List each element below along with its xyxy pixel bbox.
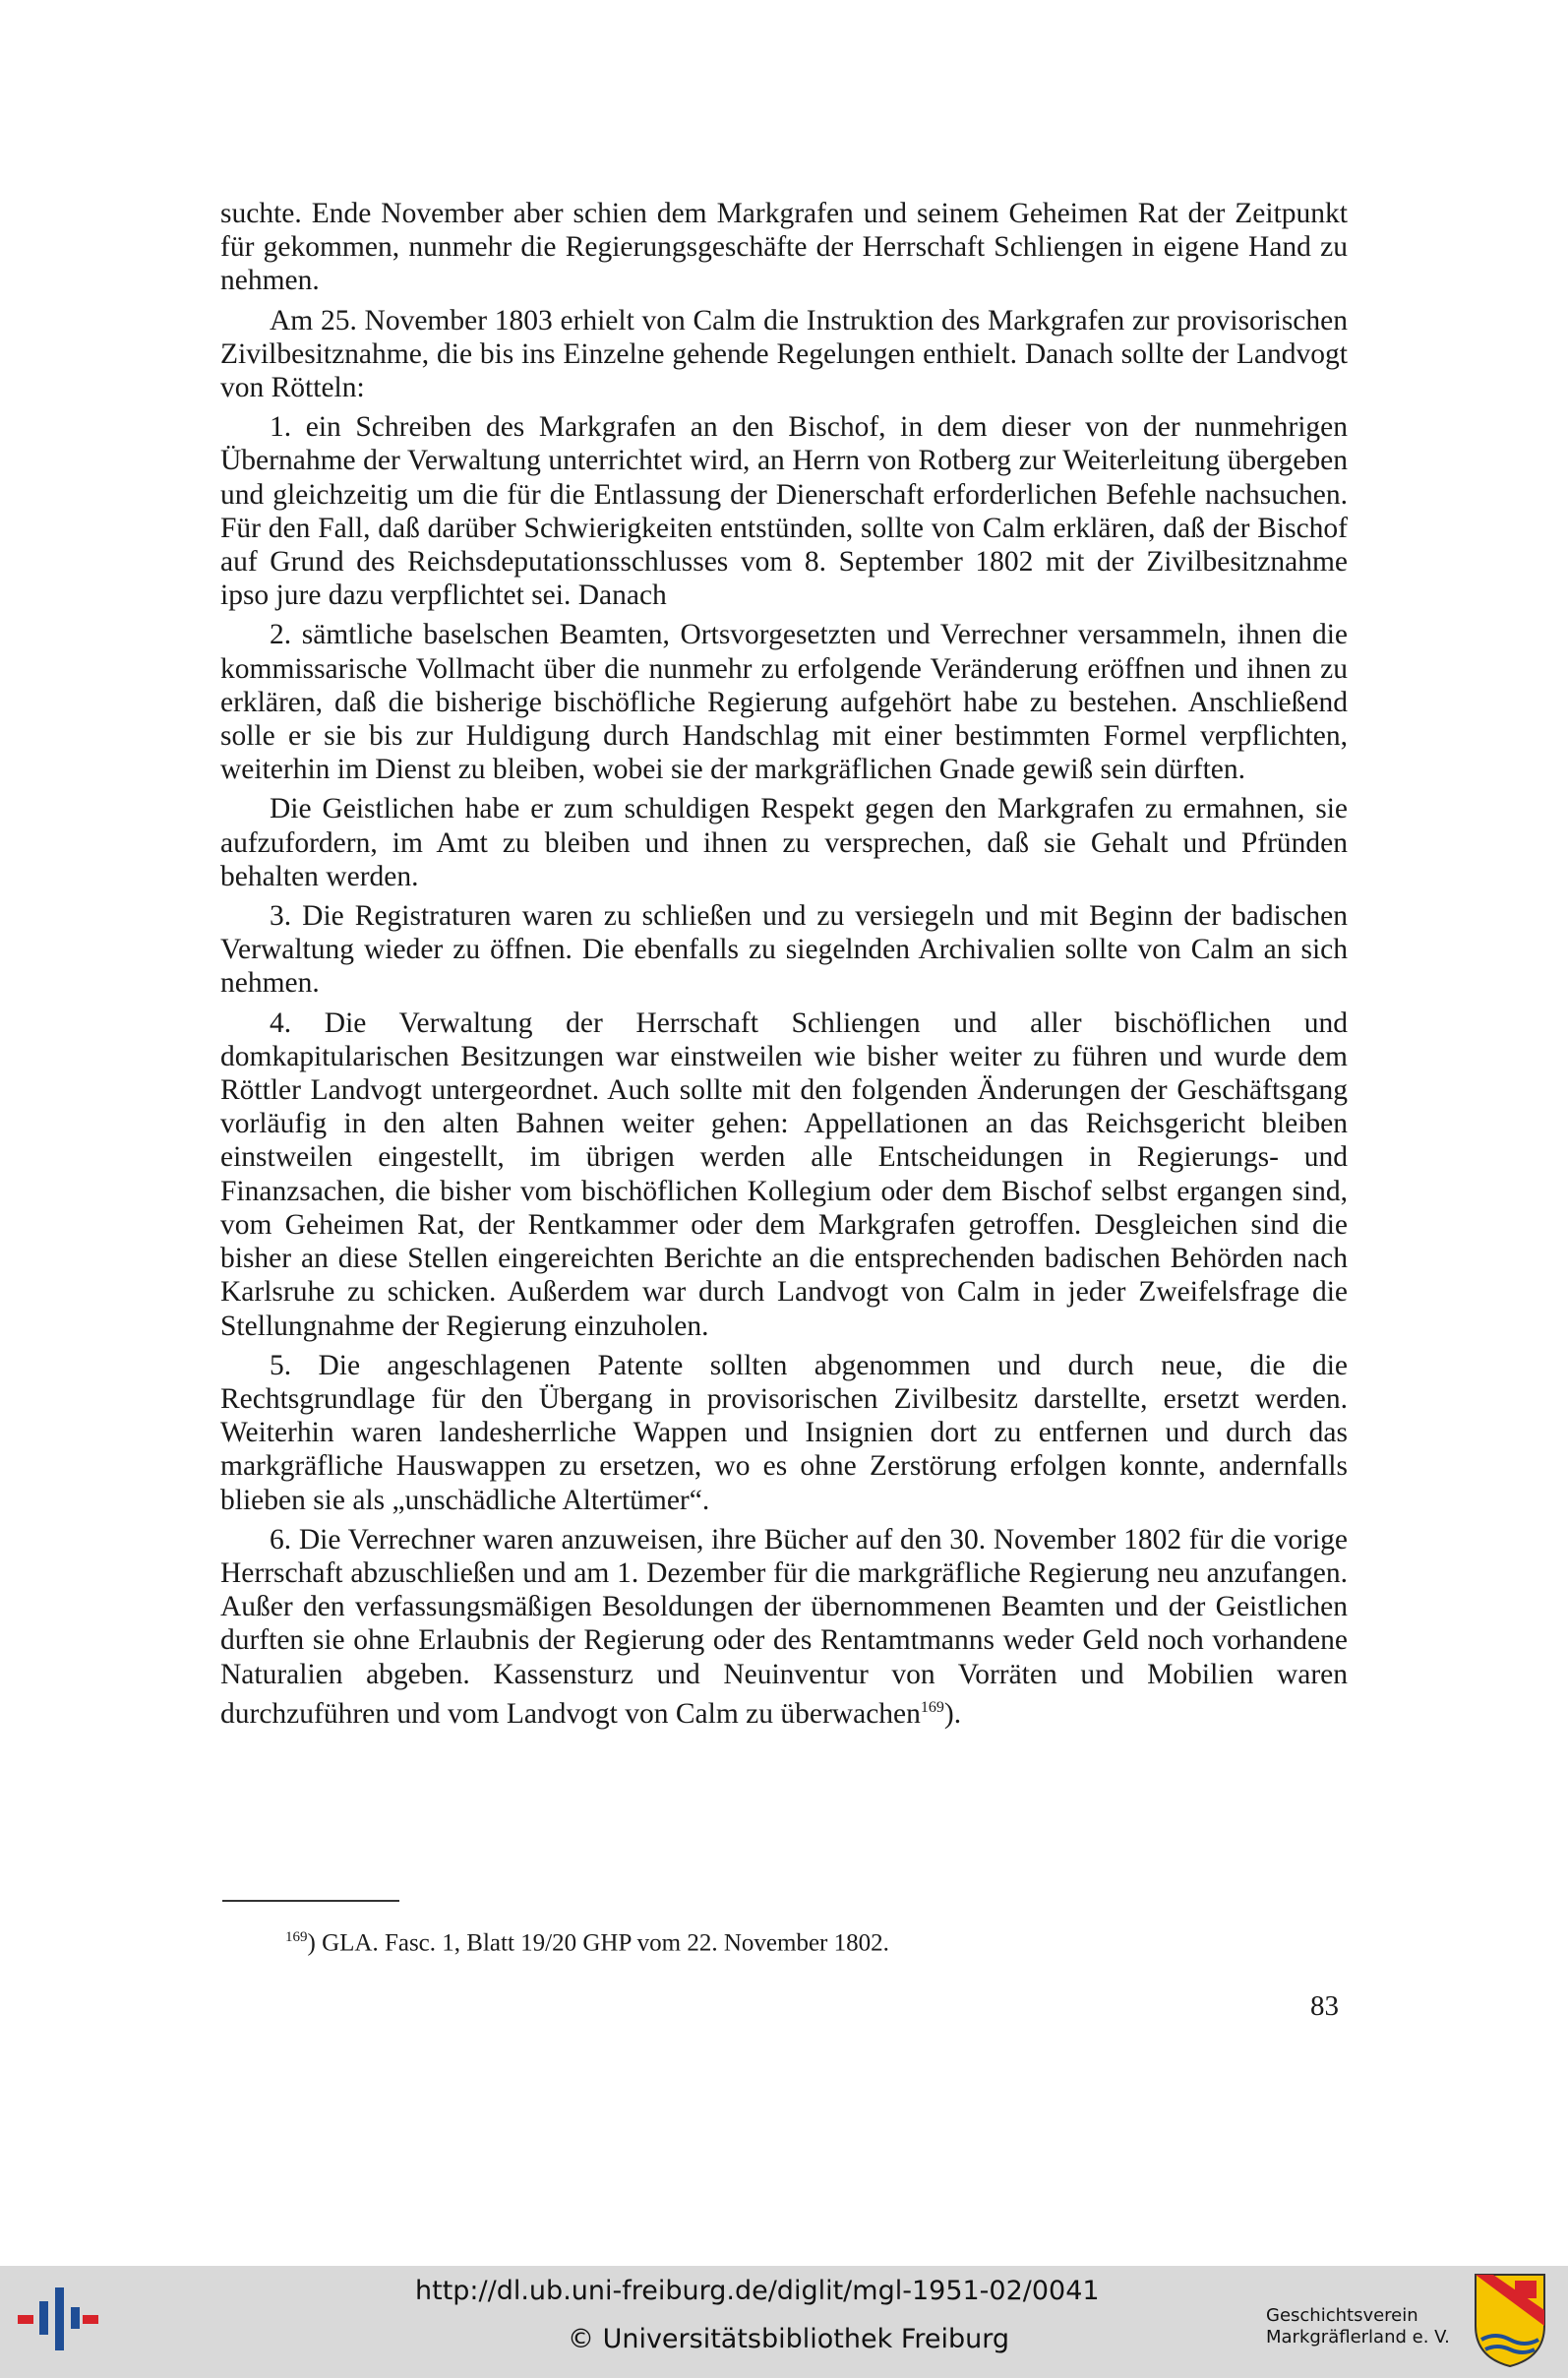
- publisher-name: [1266, 2305, 1453, 2348]
- copyright-notice: © Universitätsbibliothek Freiburg: [568, 2324, 1010, 2354]
- paragraph: Die Geistlichen habe er zum schuldigen Respekt gegen den Markgrafen zu ermahnen, sie aufzufordern, im Amt zu bleiben und ihnen zu versprechen, daß sie Gehalt und Pfründen behalten werden.: [220, 793, 1348, 892]
- paragraph: 2. sämtliche baselschen Beamten, Ortsvorgesetzten und Verrechner versammeln, ihnen die kommissarische Vollmacht über die nunmehr zu erfolgende Veränderung eröffnen und ihnen zu erklären, daß die bisherige bischöfliche Regierung aufgehört habe zu bestehen. Anschließend solle er sie bis zur Huldigung durch Handschlag mit einer bestimmten Formel verpflichten, weiterhin im Dienst zu bleiben, wobei sie der markgräflichen Gnade gewiß sein dürften.: [220, 619, 1348, 786]
- paragraph-with-footnote: [220, 1523, 1348, 1731]
- paragraph-text: 6. Die Verrechner waren anzuweisen, ihre Bücher auf den 30. November 1802 für die vorige Herrschaft abzuschließen und am 1. Dezember für die markgräfliche Regierung neu anzufangen. Außer den verfassungsmäßigen Besoldungen der übernommenen Beamten und der Geistlichen durften sie ohne Erlaubnis der Regierung oder des Rentamtmanns weder Geld noch vorhandene Naturalien abgeben. Kassensturz und Neuinventur von Vorräten und Mobilien waren durchzuführen und vom Landvogt von Calm zu überwachen: [220, 1523, 1348, 1730]
- paragraph: 5. Die angeschlagenen Patente sollten abgenommen und durch neue, die die Rechtsgrundlage für den Übergang in provisorischen Zivilbesitz darstellte, ersetzt werden. Weiterhin waren landesherrliche Wappen und Insignien dort zu entfernen und durch das markgräfliche Hauswappen zu ersetzen, wo es ohne Zerstörung erfolgen konnte, andernfalls blieben sie als „unschädliche Altertümer“.: [220, 1349, 1348, 1516]
- publisher-line-2: Markgräflerland e. V.: [1266, 2327, 1450, 2348]
- page-body: [220, 197, 1348, 1737]
- footnote-reference: 169: [920, 1698, 944, 1716]
- paragraph: Am 25. November 1803 erhielt von Calm die Instruktion des Markgrafen zur provisorischen Zivilbesitznahme, die bis ins Einzelne gehende Regelungen enthielt. Danach sollte der Landvogt von Rötteln:: [220, 304, 1348, 404]
- paragraph: 4. Die Verwaltung der Herrschaft Schliengen und aller bischöflichen und domkapitularischen Besitzungen war einstweilen wie bisher weiter zu führen und wurde dem Röttler Landvogt untergeordnet. Auch sollte mit den folgenden Änderungen der Geschäftsgang vorläufig in den alten Bahnen weiter gehen: Appellationen an das Reichsgericht bleiben einstweilen eingestellt, im übrigen werden alle Entscheidungen in Regierungs- und Finanzsachen, die bisher vom bischöflichen Kollegium oder dem Bischof selbst ergangen sind, vom Geheimen Rat, der Rentkammer oder dem Markgrafen getroffen. Desgleichen sind die bisher an diese Stellen eingereichten Berichte an die entsprechenden badischen Behörden nach Karlsruhe zu schicken. Außerdem war durch Landvogt von Calm in jeder Zweifelsfrage die Stellungnahme der Regierung einzuholen.: [220, 1006, 1348, 1342]
- paragraph: 1. ein Schreiben des Markgrafen an den Bischof, in dem dieser von der nunmehrigen Übernahme der Verwaltung unterrichtet wird, an Herrn von Rotberg zur Weiterleitung übergeben und gleichzeitig um die für die Entlassung der Dienerschaft erforderlichen Befehle nachsuchen. Für den Fall, daß darüber Schwierigkeiten entstünden, sollte von Calm erklären, daß der Bischof auf Grund des Reichsdeputationsschlusses vom 8. September 1802 mit der Zivilbesitznahme ipso jure dazu verpflichtet sei. Danach: [220, 411, 1348, 612]
- paragraph-end: ).: [943, 1697, 962, 1730]
- footnote-divider: [222, 1900, 399, 1902]
- paragraph: suchte. Ende November aber schien dem Markgrafen und seinem Geheimen Rat der Zeitpunkt für gekommen, nunmehr die Regierungsgeschäfte der Herrschaft Schliengen in eigene Hand zu nehmen.: [220, 198, 1348, 297]
- footnote-text: ) GLA. Fasc. 1, Blatt 19/20 GHP vom 22. November 1802.: [307, 1929, 889, 1957]
- footnote-number: 169: [285, 1929, 308, 1945]
- publisher-line-1: Geschichtsverein: [1266, 2305, 1418, 2326]
- page-number: 83: [1310, 1990, 1339, 2022]
- footnote: [285, 1922, 1348, 1958]
- document-url-link[interactable]: http://dl.ub.uni-freiburg.de/diglit/mgl-1951-02/0041: [415, 2276, 1100, 2306]
- ub-freiburg-logo-icon: [16, 2286, 100, 2352]
- paragraph: 3. Die Registraturen waren zu schließen und zu versiegeln und mit Beginn der badischen Verwaltung wieder zu öffnen. Die ebenfalls zu siegelnden Archivalien sollte von Calm an sich nehmen.: [220, 900, 1348, 1000]
- markgraeflerland-crest-icon: [1472, 2271, 1548, 2369]
